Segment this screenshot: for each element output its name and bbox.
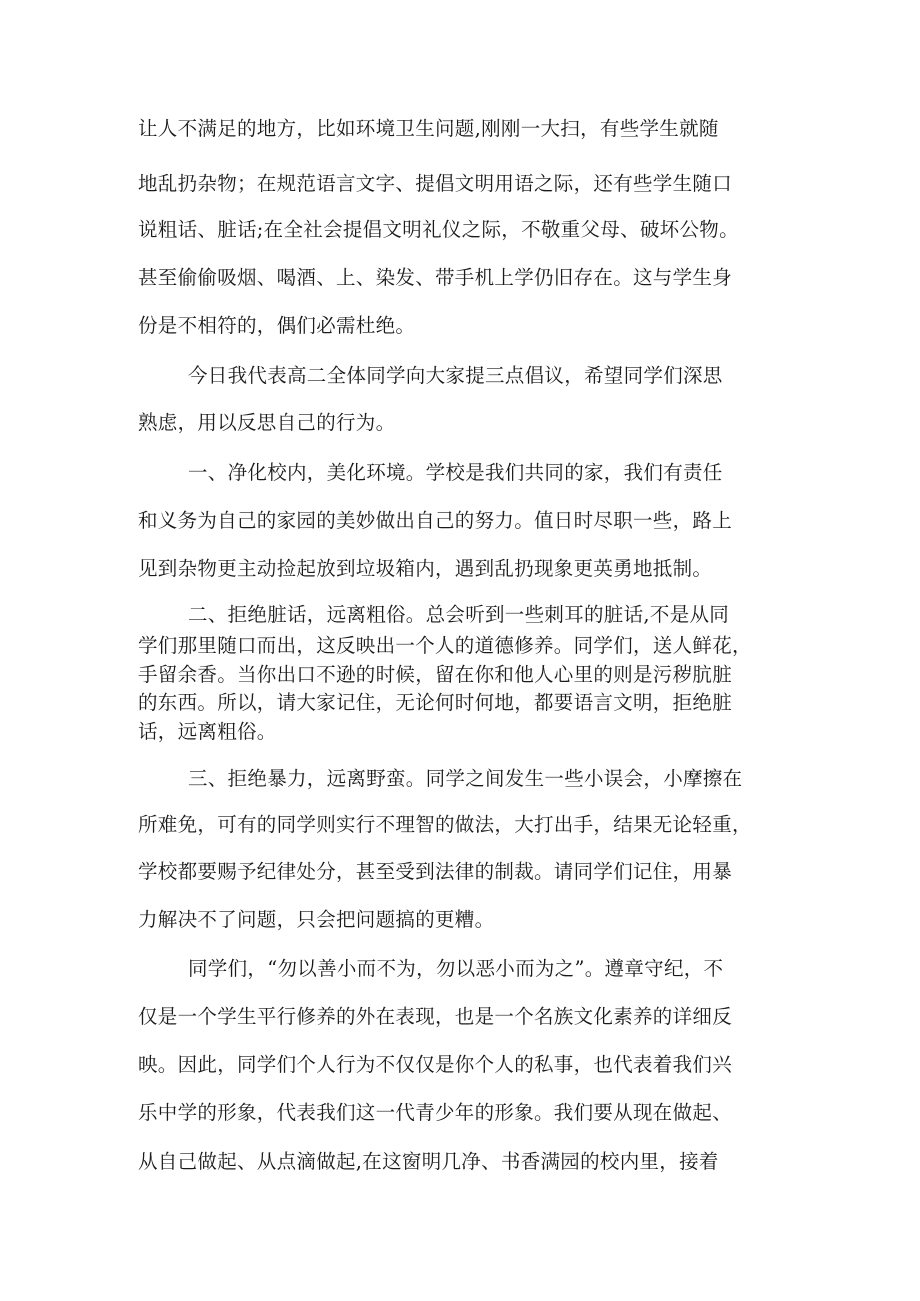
paragraph-start-line: 同学们，“勿以善小而不为，勿以恶小而为之”。遵章守纪，不 xyxy=(188,957,724,980)
paragraph-start-line: 一、净化校内，美化环境。学校是我们共同的家，我们有责任 xyxy=(188,461,723,484)
text-line: 学们那里随口而出，这反映出一个人的道德修养。同学们，送人鲜花， xyxy=(138,634,752,657)
paragraph-start-line: 二、拒绝脏话，远离粗俗。总会听到一些刺耳的脏话,不是从同 xyxy=(188,603,730,626)
text-line: 熟虑，用以反思自己的行为。 xyxy=(138,411,396,434)
text-line: 学校都要赐予纪律处分，甚至受到法律的制裁。请同学们记住，用暴 xyxy=(138,860,733,883)
text-line: 份是不相符的，偶们必需杜绝。 xyxy=(138,314,416,337)
text-line: 话，远离粗俗。 xyxy=(138,720,277,743)
text-line: 映。因此，同学们个人行为不仅仅是你个人的私事，也代表着我们兴 xyxy=(138,1053,733,1076)
text-line: 的东西。所以，请大家记住，无论何时何地，都要语言文明，拒绝脏 xyxy=(138,691,733,714)
text-line: 乐中学的形象，代表我们这一代青少年的形象。我们要从现在做起、 xyxy=(138,1101,733,1124)
paragraph-start-line: 三、拒绝暴力，远离野蛮。同学之间发生一些小误会，小摩擦在 xyxy=(188,767,743,790)
text-line: 和义务为自己的家园的美妙做出自己的努力。值日时尽职一些，路上 xyxy=(138,509,733,532)
text-line: 手留余香。当你出口不逊的时候，留在你和他人心里的则是污秽肮脏 xyxy=(138,663,733,686)
text-line: 地乱扔杂物；在规范语言文字、提倡文明用语之际，还有些学生随口 xyxy=(138,172,733,195)
text-line: 力解决不了问题，只会把问题搞的更糟。 xyxy=(138,908,495,931)
text-line: 让人不满足的地方，比如环境卫生问题,刚刚一大扫，有些学生就随 xyxy=(138,117,719,140)
paragraph-start-line: 今日我代表高二全体同学向大家提三点倡议，希望同学们深思 xyxy=(188,364,723,387)
text-line: 说粗话、脏话;在全社会提倡文明礼仪之际，不敬重父母、破坏公物。 xyxy=(138,218,739,241)
text-line: 从自己做起、从点滴做起,在这窗明几净、书香满园的校内里，接着 xyxy=(138,1150,719,1173)
text-line: 见到杂物更主动捡起放到垃圾箱内，遇到乱扔现象更英勇地抵制。 xyxy=(138,557,713,580)
text-line: 仅是一个学生平行修养的外在表现，也是一个名族文化素养的详细反 xyxy=(138,1005,733,1028)
text-line: 甚至偷偷吸烟、喝酒、上、染发、带手机上学仍旧存在。这与学生身 xyxy=(138,266,733,289)
text-line: 所难免，可有的同学则实行不理智的做法，大打出手，结果无论轻重， xyxy=(138,813,752,836)
